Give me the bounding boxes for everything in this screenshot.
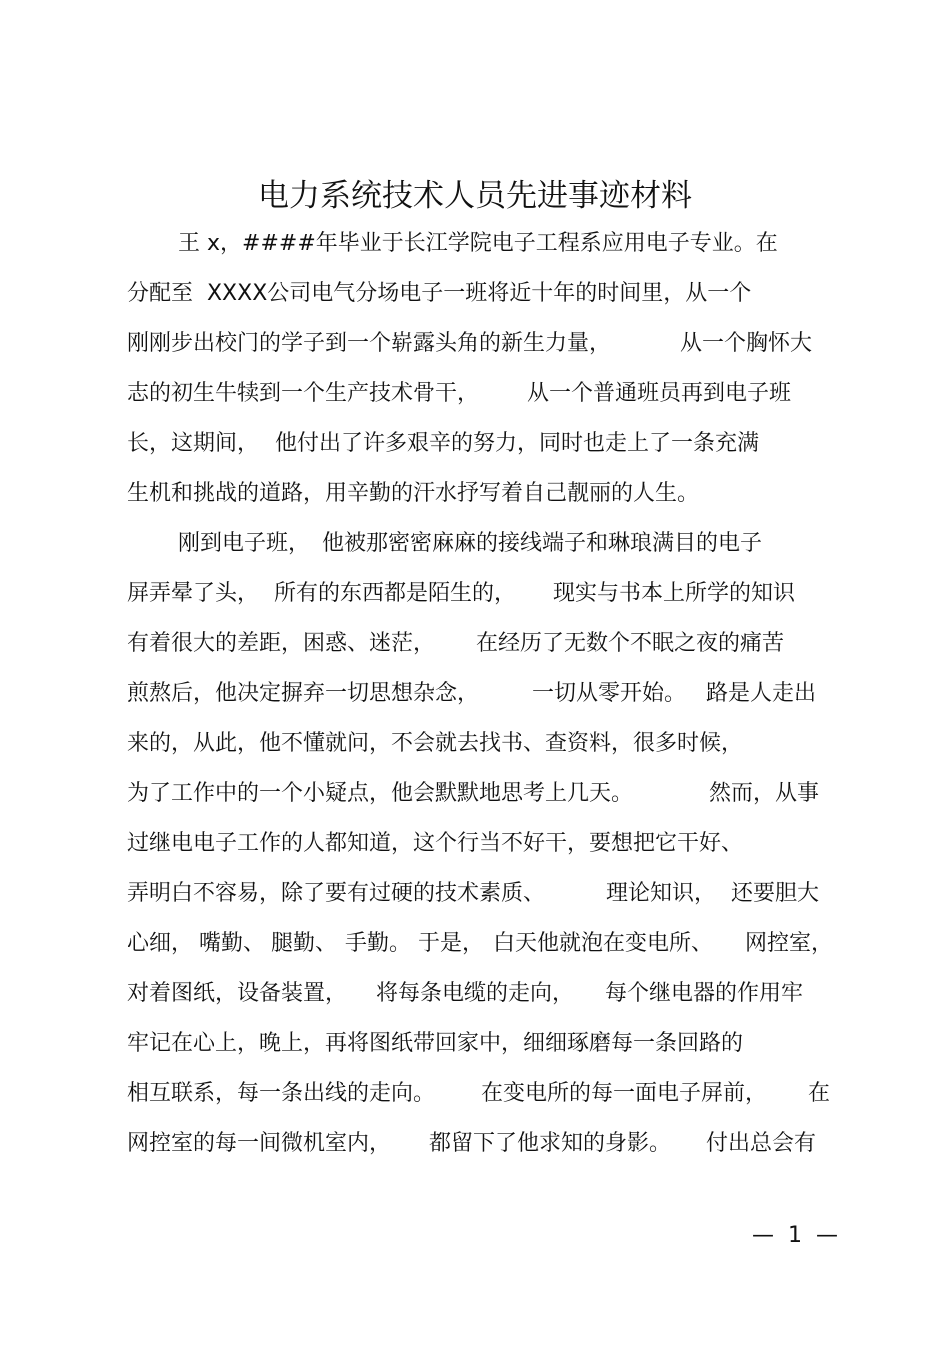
body-text-segment: 理论知识， [606,881,717,906]
body-text-line [0,776,950,812]
body-text-segment: 现实与书本上所学的知识 [553,581,796,606]
body-text-line [0,976,950,1012]
body-text-line [0,626,950,662]
body-text-segment: 在 [808,1081,831,1106]
body-text-line [0,226,950,262]
body-text-line [0,676,950,712]
body-text-segment: 于是， [418,931,485,956]
body-text-line [0,276,950,312]
body-text-segment: 屏弄晕了头， [127,581,260,606]
body-text-segment: 付出总会有 [706,1131,817,1156]
body-text-line [0,1026,950,1062]
body-text-segment: 在变电所的每一面电子屏前， [481,1081,768,1106]
body-text-segment: 有着很大的差距，困惑、迷茫， [127,631,436,656]
body-text-segment: 在经历了无数个不眠之夜的痛苦 [476,631,785,656]
body-text-segment: 网控室， [745,931,834,956]
body-text-segment: 刚刚步出校门的学子到一个崭露头角的新生力量， [127,331,612,356]
body-text-segment: 从一个普通班员再到电子班 [527,381,792,406]
body-text-line [0,726,950,762]
body-text-line [0,876,950,912]
body-text-segment: 手勤。 [345,931,412,956]
document-title: 电力系统技术人员先进事迹材料 [258,178,692,214]
body-text-line [0,576,950,612]
body-text-line [0,826,950,862]
body-text-segment: 刚到电子班， [178,531,311,556]
body-text-line [0,1126,950,1162]
body-text-segment: 嘴勤、 [199,931,266,956]
body-text-line [0,326,950,362]
body-text-segment: 来的，从此，他不懂就问，不会就去找书、查资料，很多时候， [127,731,744,756]
body-text-segment: 心细， [127,931,194,956]
body-text-segment: 为了工作中的一个小疑点，他会默默地思考上几天。 [127,781,634,806]
body-text-segment: 路是人走出 [706,681,817,706]
body-text-line [0,426,950,462]
page-number: — 1 — [752,1223,838,1248]
body-text-segment: 生机和挑战的道路，用辛勤的汗水抒写着自己靓丽的人生。 [127,481,700,506]
body-text-segment: 王 x，####年毕业于长江学院电子工程系应用电子专业。在 [178,231,778,256]
body-text-segment: 每个继电器的作用牢 [605,981,804,1006]
body-text-segment: 对着图纸，设备装置， [127,981,348,1006]
body-text-line [0,376,950,412]
body-text-line [0,526,950,562]
body-text-line [0,1076,950,1112]
body-text-segment: 牢记在心上，晚上，再将图纸带回家中，细细琢磨每一条回路的 [127,1031,744,1056]
body-text-segment: 从一个胸怀大 [680,331,813,356]
body-text-segment: 过继电电子工作的人都知道，这个行当不好干，要想把它干好、 [127,831,744,856]
body-text-segment: 弄明白不容易，除了要有过硬的技术素质、 [127,881,546,906]
body-text-segment: 腿勤、 [271,931,338,956]
body-text-line [0,476,950,512]
body-text-segment: 所有的东西都是陌生的， [274,581,517,606]
body-text-segment: 长，这期间， [127,431,260,456]
body-text-segment: 他付出了许多艰辛的努力，同时也走上了一条充满 [275,431,760,456]
body-text-segment: 然而，从事 [709,781,820,806]
body-text-segment: 一切从零开始。 [532,681,687,706]
body-text-segment: 网控室的每一间微机室内， [127,1131,392,1156]
body-text-segment: 将每条电缆的走向， [376,981,575,1006]
body-text-segment: 志的初生牛犊到一个生产技术骨干， [127,381,480,406]
body-text-line [0,926,950,962]
body-text-segment: 白天他就泡在变电所、 [493,931,714,956]
body-text-segment: 相互联系，每一条出线的走向。 [127,1081,436,1106]
body-text-segment: 煎熬后，他决定摒弃一切思想杂念， [127,681,480,706]
body-text-segment: 还要胆大 [731,881,820,906]
body-text-segment: 分配至 XXXX公司电气分场电子一班将近十年的时间里，从一个 [127,281,752,306]
body-text-segment: 都留下了他求知的身影。 [429,1131,672,1156]
body-text-segment: 他被那密密麻麻的接线端子和琳琅满目的电子 [322,531,763,556]
